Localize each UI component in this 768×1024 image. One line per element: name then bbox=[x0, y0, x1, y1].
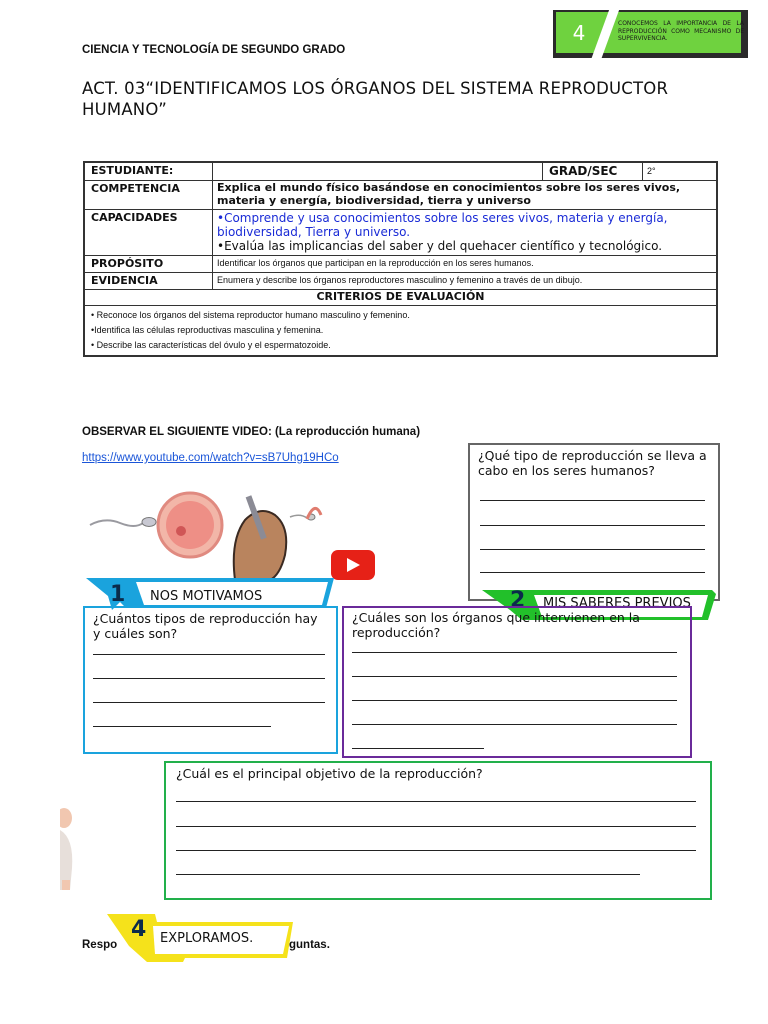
egg-nucleus bbox=[176, 526, 186, 536]
answer-line[interactable] bbox=[93, 702, 325, 703]
gradsec-label: GRAD/SEC bbox=[543, 163, 643, 180]
row-evidencia bbox=[85, 273, 716, 290]
video-instruction: OBSERVAR EL SIGUIENTE VIDEO: (La reproducción humana) bbox=[82, 426, 421, 438]
answer-line[interactable] bbox=[480, 525, 705, 526]
answer-line[interactable] bbox=[480, 572, 705, 573]
question-tipo: ¿Qué tipo de reproducción se lleva a cabo en los seres humanos? bbox=[478, 448, 707, 478]
competencia-label: COMPETENCIA bbox=[85, 181, 213, 209]
row-estudiante bbox=[85, 163, 716, 181]
criterio-1: • Reconoce los órganos del sistema reproductor humano masculino y femenino. bbox=[91, 310, 410, 320]
criterios-title: CRITERIOS DE EVALUACIÓN bbox=[316, 290, 485, 303]
answer-line[interactable] bbox=[352, 724, 677, 725]
badge-number: 4 bbox=[556, 12, 602, 53]
answer-line[interactable] bbox=[352, 700, 677, 701]
section-1-label: NOS MOTIVAMOS bbox=[150, 589, 263, 604]
criterio-2: •Identifica las células reproductivas masculina y femenina. bbox=[91, 325, 324, 335]
answer-line[interactable] bbox=[176, 826, 696, 827]
footer-text-left: Respo bbox=[82, 939, 118, 951]
sperm-tail bbox=[90, 520, 143, 526]
video-link[interactable]: https://www.youtube.com/watch?v=sB7Uhg19HCo bbox=[82, 452, 339, 464]
capacidad-1: •Comprende y usa conocimientos sobre los seres vivos, materia y energía, biodiversidad, Tierra y universo. bbox=[217, 211, 668, 239]
answer-line[interactable] bbox=[176, 850, 696, 851]
proposito-value: Identificar los órganos que participan en la reproducción en los seres humanos. bbox=[217, 258, 534, 268]
section-4-number: 4 bbox=[131, 917, 147, 942]
evidencia-value: Enumera y describe los órganos reproductores masculino y femenino a través de un dibujo. bbox=[217, 275, 583, 285]
estudiante-label: ESTUDIANTE: bbox=[85, 163, 213, 180]
row-proposito bbox=[85, 256, 716, 273]
question-box-organos bbox=[342, 606, 692, 758]
section-1-number: 1 bbox=[110, 582, 126, 607]
criterio-3: • Describe las características del óvulo y el espermatozoide. bbox=[91, 340, 331, 350]
estudiante-field[interactable] bbox=[213, 163, 543, 180]
info-table bbox=[83, 161, 718, 357]
row-competencia bbox=[85, 181, 716, 210]
partial-figure-image bbox=[60, 798, 82, 893]
capacidades-label: CAPACIDADES bbox=[85, 210, 213, 255]
section-4-label: EXPLORAMOS. bbox=[160, 931, 254, 946]
footer-text-right: guntas. bbox=[289, 939, 330, 951]
course-title: CIENCIA Y TECNOLOGÍA DE SEGUNDO GRADO bbox=[82, 44, 346, 56]
answer-line[interactable] bbox=[93, 678, 325, 679]
question-cuantos: ¿Cuántos tipos de reproducción hay y cuáles son? bbox=[93, 611, 318, 641]
answer-line[interactable] bbox=[352, 748, 484, 749]
gradsec-field[interactable]: 2° bbox=[647, 166, 656, 176]
answer-line[interactable] bbox=[352, 652, 677, 653]
question-objetivo: ¿Cuál es el principal objetivo de la reproducción? bbox=[176, 766, 483, 781]
answer-line[interactable] bbox=[480, 500, 705, 501]
capacidades-value bbox=[213, 210, 716, 255]
egg-inner bbox=[166, 501, 214, 549]
section-2-label: MIS SABERES PREVIOS bbox=[543, 596, 691, 611]
row-capacidades bbox=[85, 210, 716, 256]
question-box-cuantos bbox=[83, 606, 338, 754]
activity-title: ACT. 03“IDENTIFICAMOS LOS ÓRGANOS DEL SISTEMA REPRODUCTOR HUMANO” bbox=[82, 79, 669, 119]
capacidad-2: •Evalúa las implicancias del saber y del quehacer científico y tecnológico. bbox=[217, 239, 663, 253]
competencia-value: Explica el mundo físico basándose en conocimientos sobre los seres vivos, materia y energía, biodiversidad, tierra y universo bbox=[217, 181, 681, 207]
answer-line[interactable] bbox=[480, 549, 705, 550]
question-box-objetivo bbox=[164, 761, 712, 900]
section-2-number: 2 bbox=[510, 588, 526, 613]
proposito-label: PROPÓSITO bbox=[85, 256, 213, 272]
evidencia-label: EVIDENCIA bbox=[85, 273, 213, 289]
answer-line[interactable] bbox=[352, 676, 677, 677]
video-thumbnail[interactable] bbox=[85, 485, 380, 585]
answer-line[interactable] bbox=[176, 874, 640, 875]
question-box-tipo bbox=[468, 443, 720, 601]
answer-line[interactable] bbox=[93, 654, 325, 655]
question-organos: ¿Cuáles son los órganos que intervienen en la reproducción? bbox=[352, 610, 640, 640]
sperm-head bbox=[142, 518, 156, 527]
badge-text: CONOCEMOS LA IMPORTANCIA DE LA REPRODUCCIÓN COMO MECANISMO DE SUPERVIVENCIA. bbox=[618, 20, 744, 42]
row-criterios-title bbox=[85, 290, 716, 306]
criterios-list bbox=[85, 306, 716, 355]
answer-line[interactable] bbox=[176, 801, 696, 802]
answer-line[interactable] bbox=[93, 726, 271, 727]
